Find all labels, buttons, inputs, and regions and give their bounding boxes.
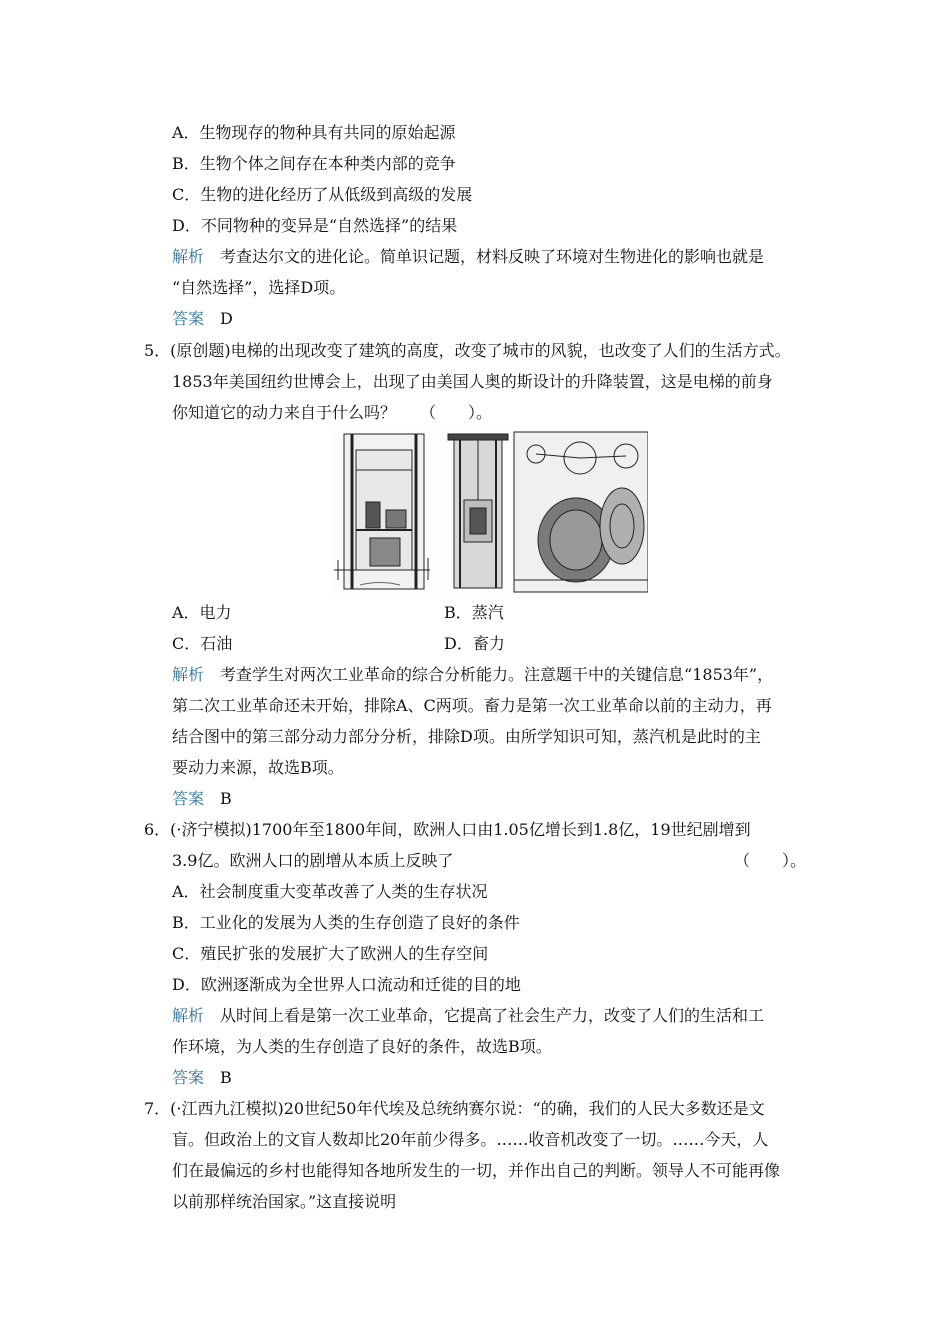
answer-label: 答案	[172, 309, 205, 328]
q4-option-b: B．生物个体之间存在本种类内部的竞争	[172, 154, 456, 173]
analysis-text: 考查学生对两次工业革命的综合分析能力。注意题干中的关键信息“1853年”，	[220, 665, 774, 684]
q7-stem-line-1: 7．(·江西九江模拟)20世纪50年代埃及总统纳赛尔说：“的确，我们的人民大多数还是文	[144, 1099, 765, 1118]
q7-stem-line-3: 们在最偏远的乡村也能得知各地所发生的一切，并作出自己的判断。领导人不可能再像	[172, 1161, 781, 1180]
q4-analysis-line-1	[172, 246, 764, 268]
q4-answer	[172, 308, 233, 330]
q5-analysis-line-2: 第二次工业革命还未开始，排除A、C两项。畜力是第一次工业革命以前的主动力，再	[172, 696, 772, 715]
q5-option-d: D．畜力	[444, 634, 505, 653]
q4-option-c: C．生物的进化经历了从低级到高级的发展	[172, 185, 473, 204]
q7-stem-line-2: 盲。但政治上的文盲人数却比20年前少得多。……收音机改变了一切。……今天，人	[172, 1130, 769, 1149]
q4-option-a: A．生物现存的物种具有共同的原始起源	[172, 123, 456, 142]
q6-analysis-line-1	[172, 1005, 764, 1027]
q6-stem-line-2: 3.9亿。欧洲人口的剧增从本质上反映了	[172, 851, 454, 870]
answer-label: 答案	[172, 789, 205, 808]
steam-machinery-drawing	[514, 432, 648, 592]
q4-option-d: D．不同物种的变异是“自然选择”的结果	[172, 216, 458, 235]
q5-analysis-line-3: 结合图中的第三部分动力部分分析，排除D项。由所学知识可知，蒸汽机是此时的主	[172, 727, 761, 746]
q5-answer	[172, 788, 232, 810]
q5-analysis-line-1	[172, 664, 773, 686]
q5-stem-line-1: 5．(原创题)电梯的出现改变了建筑的高度，改变了城市的风貌，也改变了人们的生活方式。	[144, 341, 791, 360]
q6-option-b: B．工业化的发展为人类的生存创造了良好的条件	[172, 913, 520, 932]
q6-option-a: A．社会制度重大变革改善了人类的生存状况	[172, 882, 488, 901]
analysis-label: 解析	[172, 665, 205, 684]
elevator-shaft-drawing	[448, 434, 508, 588]
q5-option-c: C．石油	[172, 634, 233, 653]
analysis-label: 解析	[172, 1006, 205, 1025]
q5-analysis-line-4: 要动力来源，故选B项。	[172, 758, 344, 777]
q5-stem-line-3: 你知道它的动力来自于什么吗？ （ ）。	[172, 403, 493, 422]
q6-answer	[172, 1067, 232, 1089]
q6-analysis-line-2: 作环境，为人类的生存创造了良好的条件，故选B项。	[172, 1037, 552, 1056]
q4-analysis-line-2: “自然选择”，选择D项。	[172, 278, 346, 297]
platform-elevator-drawing	[334, 434, 430, 589]
analysis-text: 从时间上看是第一次工业革命，它提高了社会生产力，改变了人们的生活和工	[220, 1006, 765, 1025]
answer-label: 答案	[172, 1068, 205, 1087]
q6-option-d: D．欧洲逐渐成为全世界人口流动和迁徙的目的地	[172, 975, 521, 994]
q5-option-b: B．蒸汽	[444, 603, 504, 622]
q6-option-c: C．殖民扩张的发展扩大了欧洲人的生存空间	[172, 944, 489, 963]
elevator-illustration	[330, 430, 648, 595]
q6-stem-line-1: 6．(·济宁模拟)1700年至1800年间，欧洲人口由1.05亿增长到1.8亿，19世纪剧增到	[144, 820, 751, 839]
analysis-text: 考查达尔文的进化论。简单识记题，材料反映了环境对生物进化的影响也就是	[220, 247, 765, 266]
answer-value: B	[220, 789, 232, 808]
q5-option-a: A．电力	[172, 603, 232, 622]
q5-stem-line-2: 1853年美国纽约世博会上，出现了由美国人奥的斯设计的升降装置，这是电梯的前身	[172, 372, 773, 391]
q6-answer-bracket: （ ）。	[734, 851, 807, 870]
q7-stem-line-4: 以前那样统治国家。”这直接说明	[172, 1192, 397, 1211]
answer-value: B	[220, 1068, 232, 1087]
answer-value: D	[220, 309, 233, 328]
analysis-label: 解析	[172, 247, 205, 266]
